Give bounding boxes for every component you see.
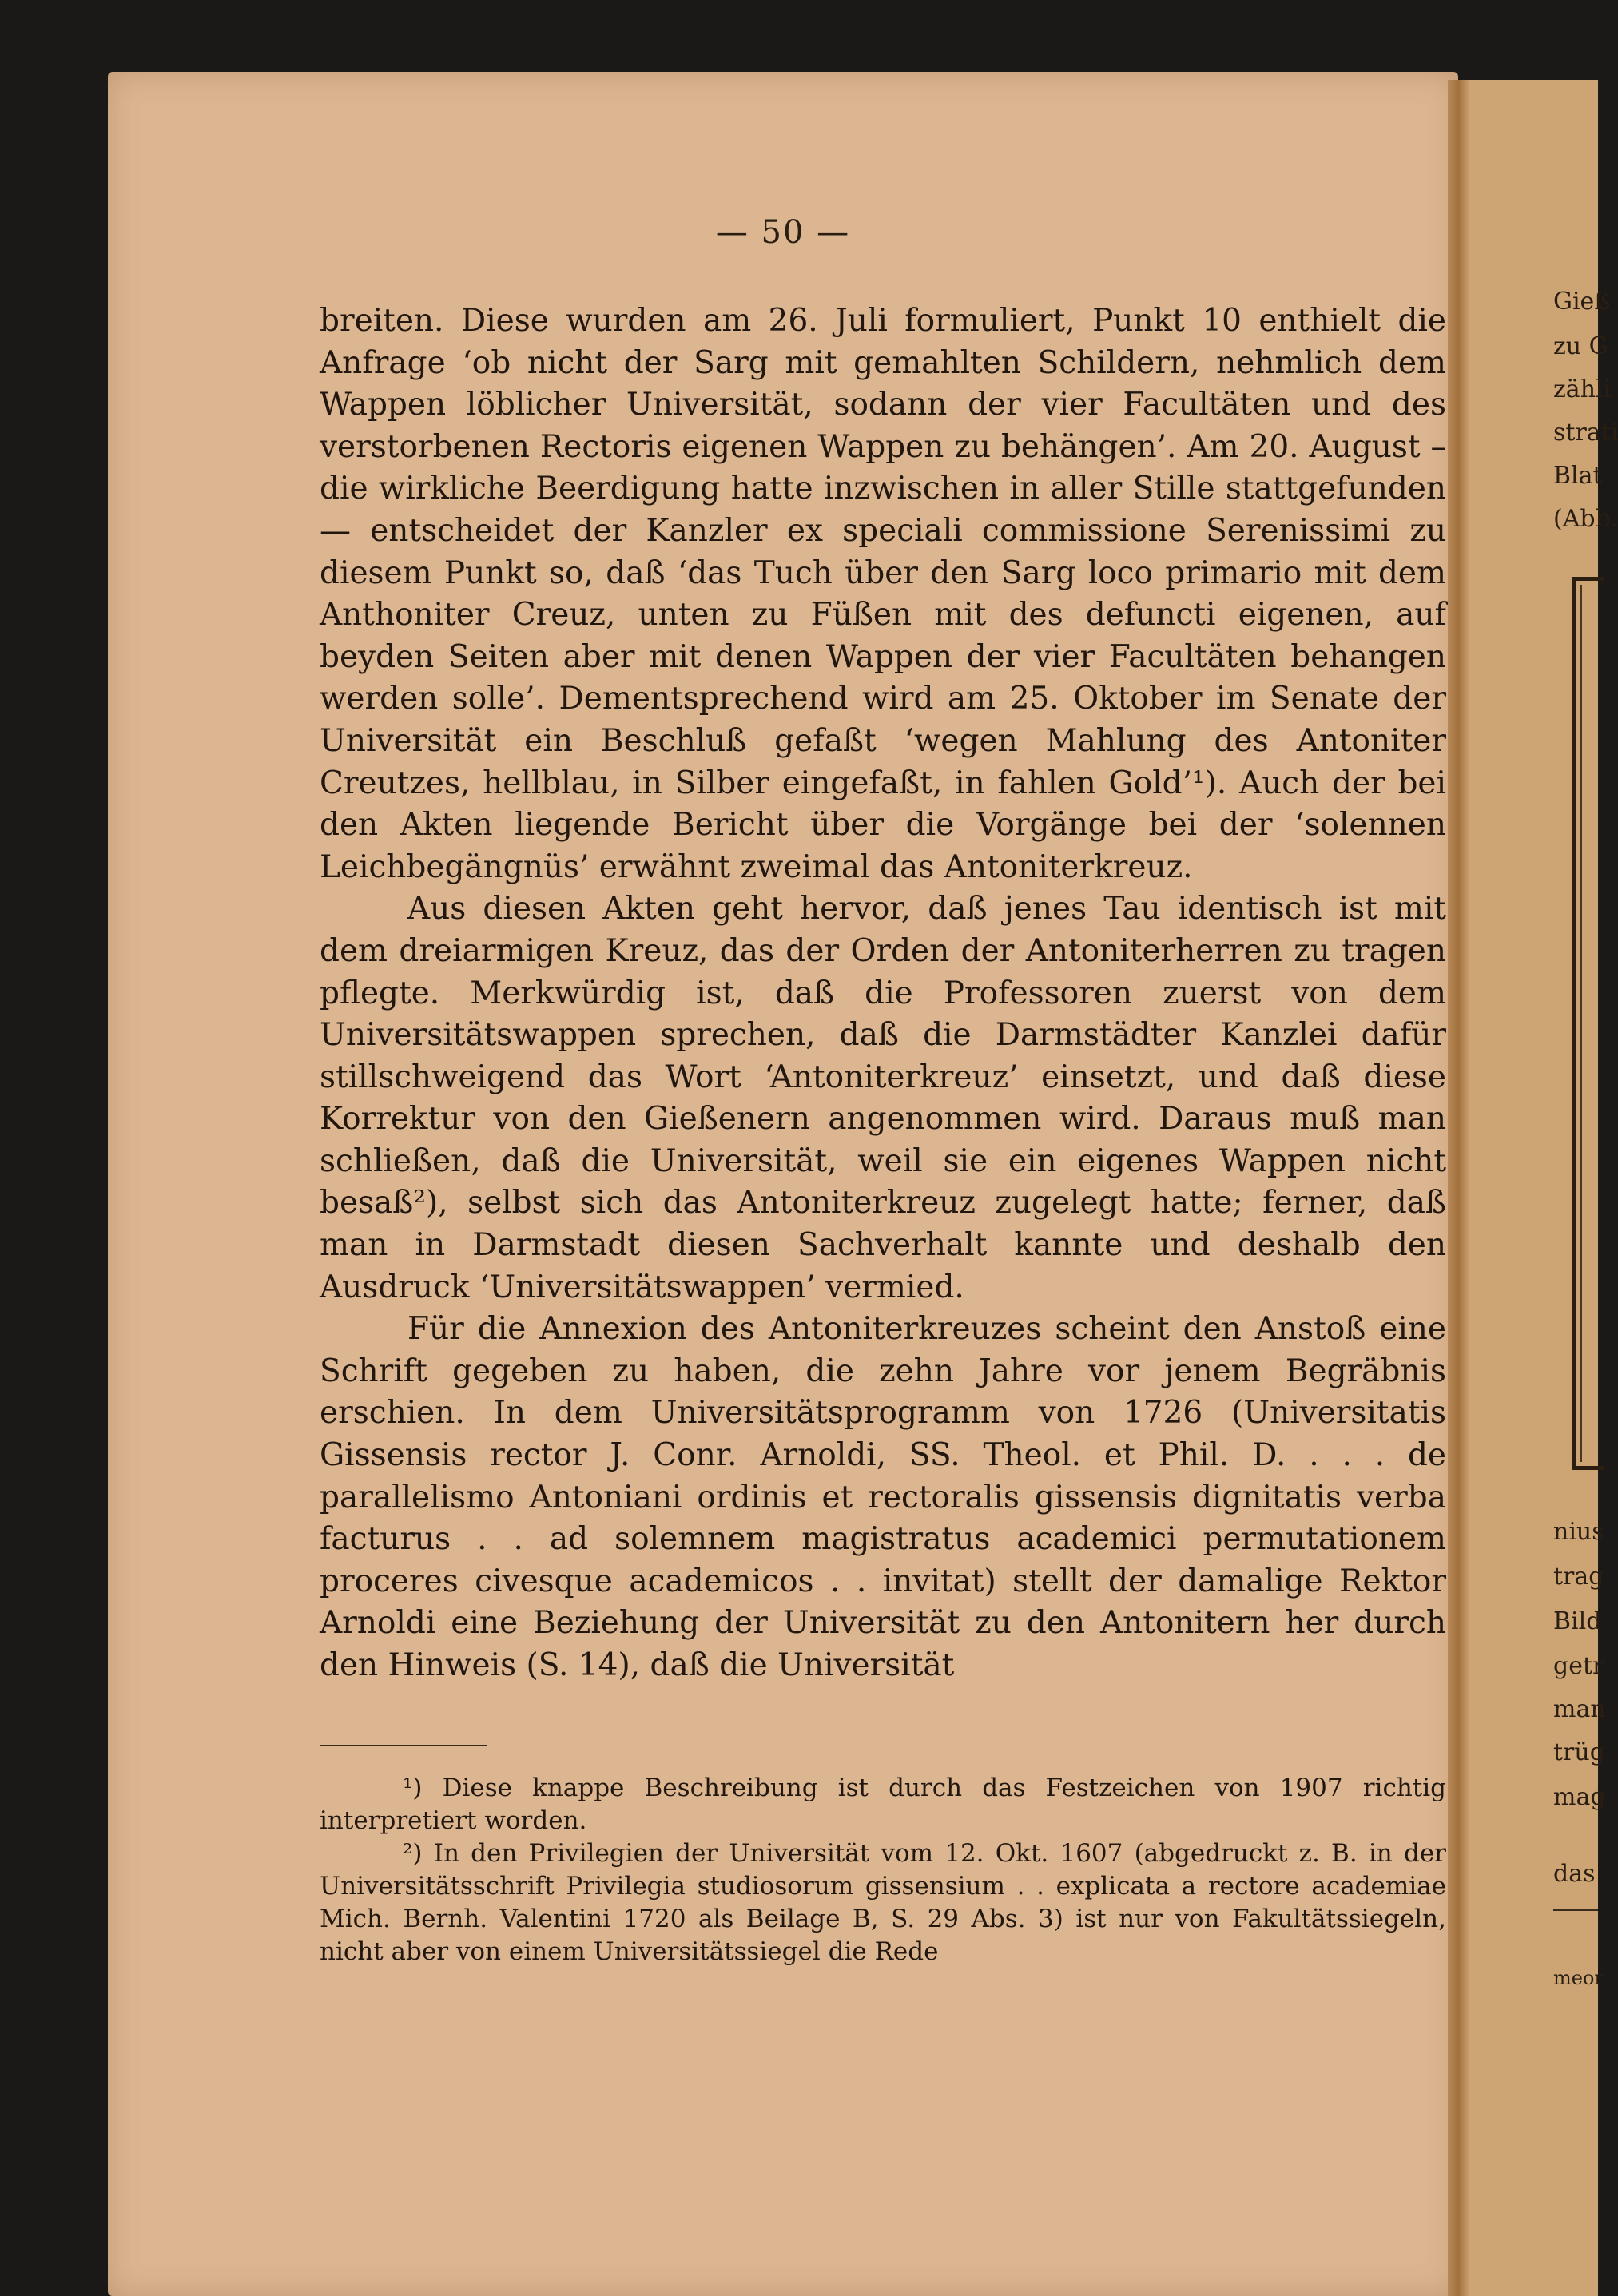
book-page	[108, 72, 1458, 2296]
adjacent-illustration-inner	[1580, 585, 1606, 1462]
adjacent-word: zu G	[1553, 332, 1608, 360]
footnote-divider	[320, 1745, 487, 1746]
footnote-1: ¹) Diese knappe Beschreibung ist durch das Festzeichen von 1907 richtig interpretiert worden.	[320, 1774, 1446, 1835]
page-number: — 50 —	[715, 214, 851, 251]
footnotes	[320, 1772, 1446, 1968]
adjacent-word: Gieß	[1553, 288, 1611, 316]
adjacent-word: trüg	[1553, 1738, 1605, 1766]
adjacent-word: strati	[1553, 419, 1618, 447]
paragraph-2: Aus diesen Akten geht hervor, daß jenes Tau identisch ist mit dem dreiarmigen Kreuz, das der Orden der Antoniterherren zu tragen pflegte. Merkwürdig ist, daß die Professoren zuerst von dem Universitätswappen sprechen, daß die Darmstädter Kanzlei dafür stillschweigend das Wort ‘Antoniterkreuz’ einsetzt, und daß diese Korrektur von den Gießenern angenommen wird. Daraus muß man schließen, daß die Universität, weil sie ein eigenes Wappen nicht besaß²), selbst sich das Antoniterkreuz zugelegt hatte; ferner, daß man in Darmstadt diesen Sachverhalt kannte und deshalb den Ausdruck ‘Universitätswappen’ vermied.	[320, 891, 1446, 1305]
adjacent-word: Blat	[1553, 462, 1603, 490]
adjacent-footnote-divider	[1553, 1909, 1598, 1911]
adjacent-word: meor	[1553, 1967, 1604, 1989]
adjacent-word: (Abb.	[1553, 505, 1618, 533]
main-text	[320, 300, 1446, 1687]
adjacent-word: trag	[1553, 1563, 1604, 1591]
book-spine	[1448, 80, 1469, 2296]
adjacent-word: nius	[1553, 1518, 1604, 1546]
adjacent-word: getr	[1553, 1652, 1604, 1680]
paragraph-3: Für die Annexion des Antoniterkreuzes scheint den Anstoß eine Schrift gegeben zu haben, die zehn Jahre vor jenem Begräbnis erschien. In dem Universitätsprogramm von 1726 (Universitatis Gissensis rector J. Conr. Arnoldi, SS. Theol. et Phil. D. . . . de parallelismo Antoniani ordinis et rectoralis gissensis dignitatis verba facturus . . ad solemnem magistratus academici permutationem proceres civesque academicos . . invitat) stellt der damalige Rektor Arnoldi eine Beziehung der Universität zu den Antonitern her durch den Hinweis (S. 14), daß die Universität	[320, 1311, 1446, 1683]
paragraph-1: breiten. Diese wurden am 26. Juli formuliert, Punkt 10 enthielt die Anfrage ‘ob nicht der Sarg mit gemahlten Schildern, nehmlich dem Wappen löblicher Universität, sodann der vier Facultäten und des verstorbenen Rectoris eigenen Wappen zu behängen’. Am 20. August – die wirkliche Beerdigung hatte inzwischen in aller Stille stattgefunden — entscheidet der Kanzler ex speciali commissione Serenissimi zu diesem Punkt so, daß ‘das Tuch über den Sarg loco primario mit dem Anthoniter Creuz, unten zu Füßen mit des defuncti eigenen, auf beyden Seiten aber mit denen Wappen der vier Facultäten behangen werden solle’. Dementsprechend wird am 25. Oktober im Senate der Universität ein Beschluß gefaßt ‘wegen Mahlung des Antoniter Creutzes, hellblau, in Silber eingefaßt, in fahlen Gold’¹). Auch der bei den Akten liegende Bericht über die Vorgänge bei der ‘solennen Leichbegängnüs’ erwähnt zweimal das Antoniterkreuz.	[320, 303, 1446, 885]
adjacent-word: man	[1553, 1695, 1606, 1723]
adjacent-word: zähli	[1553, 375, 1612, 403]
footnote-2: ²) In den Privilegien der Universität vom 12. Okt. 1607 (abgedruckt z. B. in der Universitätsschrift Privilegia studiosorum gissensium . . explicata a rectore academiae Mich. Bernh. Valentini 1720 als Beilage B, S. 29 Abs. 3) ist nur von Fakultätssiegeln, nicht aber von einem Universitätssiegel die Rede	[320, 1839, 1446, 1966]
adjacent-word: mag	[1553, 1783, 1606, 1811]
adjacent-word: das	[1553, 1860, 1596, 1888]
adjacent-word: Bild	[1553, 1607, 1602, 1635]
